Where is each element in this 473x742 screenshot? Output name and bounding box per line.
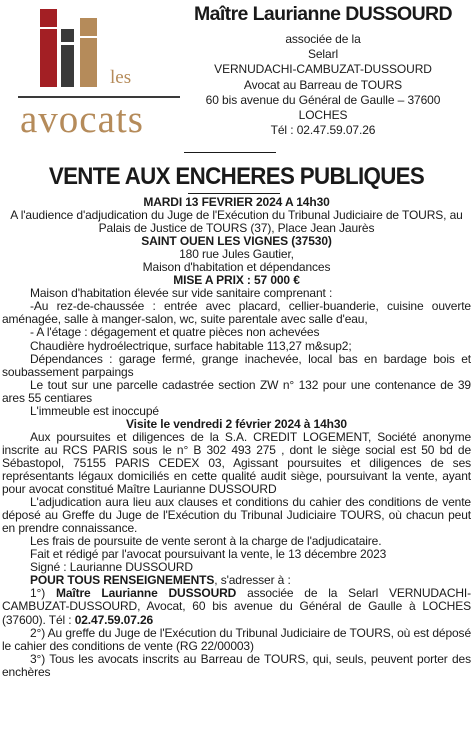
proceedings-conditions: L'adjudication aura lieu aux clauses et conditions du cahier des conditions de vente déposé au Greffe du Juge de l'Exécution du Tribunal Judiciaire TOURS, où chacun peut en prendre connaissance.: [2, 495, 471, 536]
description-occupancy: L'immeuble est inoccupé: [30, 403, 159, 418]
notice-body: [2, 196, 471, 679]
logo-red-head: [40, 9, 57, 27]
header-line-4: Avocat au Barreau de TOURS: [243, 77, 403, 92]
title-rule-top: [184, 152, 276, 153]
info-item-1: [2, 587, 471, 626]
info-item-1-text: associée de la Selarl VERNUDACHI-CAMBUZAT-DUSSOURD, Avocat, 60 bis avenue du Général de Gaulle à LOCHES (37600). Tél :: [2, 586, 471, 627]
logo-text-avocats: avocats: [20, 98, 144, 140]
proceedings-fees: Les frais de poursuite de vente seront à la charge de l'adjudicataire.: [30, 534, 382, 549]
description-ground-floor: -Au rez-de-chaussée : entrée avec placard, cellier-buanderie, cuisine ouverte aménagée, salle à manger-salon, wc, suite parentale avec salle d'eau,: [2, 299, 471, 327]
sale-court: A l'audience d'adjudication du Juge de l'Exécution du Tribunal Judiciaire de TOURS, au Palais de Justice de TOURS (37), Place Jean Jaurès: [10, 208, 463, 236]
info-item-1-name: Maître Laurianne DUSSOURD: [55, 586, 237, 601]
notice-title: VENTE AUX ENCHERES PUBLIQUES: [48, 163, 425, 190]
description-parcel: Le tout sur une parcelle cadastrée section ZW n° 132 pour une contenance de 39 ares 55 centiares: [2, 377, 471, 405]
header-line-5: 60 bis avenue du Général de Gaulle – 37600: [205, 92, 441, 107]
proceedings-creditor: Aux poursuites et diligences de la S.A. CREDIT LOGEMENT, Société anonyme inscrite au RCS PARIS sous le n° B 302 493 275 , dont le siège social est 50 bd de Sébastopol, 75155 PARIS CEDEX 03, Agissant poursuites et diligences de ses représentants légaux domiciliés en cette qualité audit siège, poursuivant la vente, ayant pour avocat constitué Maître Laurianne DUSSOURD: [2, 429, 471, 497]
title-rule-bottom: [188, 193, 280, 194]
logo-text-les: les: [110, 67, 132, 88]
info-item-2: 2°) Au greffe du Juge de l'Exécution du Tribunal Judiciaire de TOURS, où est déposé le cahier des conditions de vente (RG 22/00003): [2, 625, 471, 653]
sale-date: MARDI 13 FEVRIER 2024 A 14h30: [143, 195, 330, 209]
description-upper-floor: - A l'étage : dégagement et quatre pièces non achevées: [30, 325, 320, 340]
info-heading: POUR TOUS RENSEIGNEMENTS: [30, 573, 215, 588]
info-heading-tail: , s'adresser à :: [214, 573, 291, 588]
logo-dark-head: [61, 29, 74, 42]
info-item-3: 3°) Tous les avocats inscrits au Barreau de TOURS, qui, seuls, peuvent porter des enchères: [2, 651, 471, 679]
proceedings-signed: Signé : Laurianne DUSSOURD: [30, 560, 193, 575]
header-line-phone: Tél : 02.47.59.07.26: [270, 123, 376, 138]
header-line-3: VERNUDACHI-CAMBUZAT-DUSSOURD: [214, 62, 432, 77]
sale-property: Maison d'habitation et dépendances: [142, 260, 331, 275]
header-line-6: LOCHES: [298, 108, 348, 123]
header-line-2: Selarl: [307, 47, 339, 62]
lawyer-contact-block: [182, 3, 464, 138]
logo-gold-body: [80, 38, 97, 87]
logo-gold-head: [80, 18, 97, 36]
sale-city: SAINT OUEN LES VIGNES (37530): [141, 234, 332, 249]
lawyer-name: Maître Laurianne DUSSOURD: [193, 3, 453, 25]
description-boiler: Chaudière hydroélectrique, surface habitable 113,27 m&sup2;: [30, 338, 352, 353]
logo-red-body: [40, 29, 57, 87]
info-item-1-prefix: 1°): [30, 586, 56, 601]
description-intro: Maison d'habitation élevée sur vide sanitaire comprenant :: [30, 286, 333, 301]
description-outbuildings: Dépendances : garage fermé, grange inachevée, local bas en bardage bois et soubassement parpaings: [2, 351, 471, 379]
sale-address: 180 rue Jules Gautier,: [179, 247, 294, 262]
visit-date: Visite le vendredi 2 février 2024 à 14h30: [125, 416, 347, 431]
les-avocats-logo: [14, 6, 184, 140]
sale-price: MISE A PRIX : 57 000 €: [173, 273, 300, 288]
logo-dark-body: [61, 45, 74, 87]
header-line-1: associée de la: [285, 32, 361, 46]
proceedings-drafted: Fait et rédigé par l'avocat poursuivant la vente, le 13 décembre 2023: [30, 547, 387, 562]
info-item-1-phone: 02.47.59.07.26: [74, 612, 154, 627]
